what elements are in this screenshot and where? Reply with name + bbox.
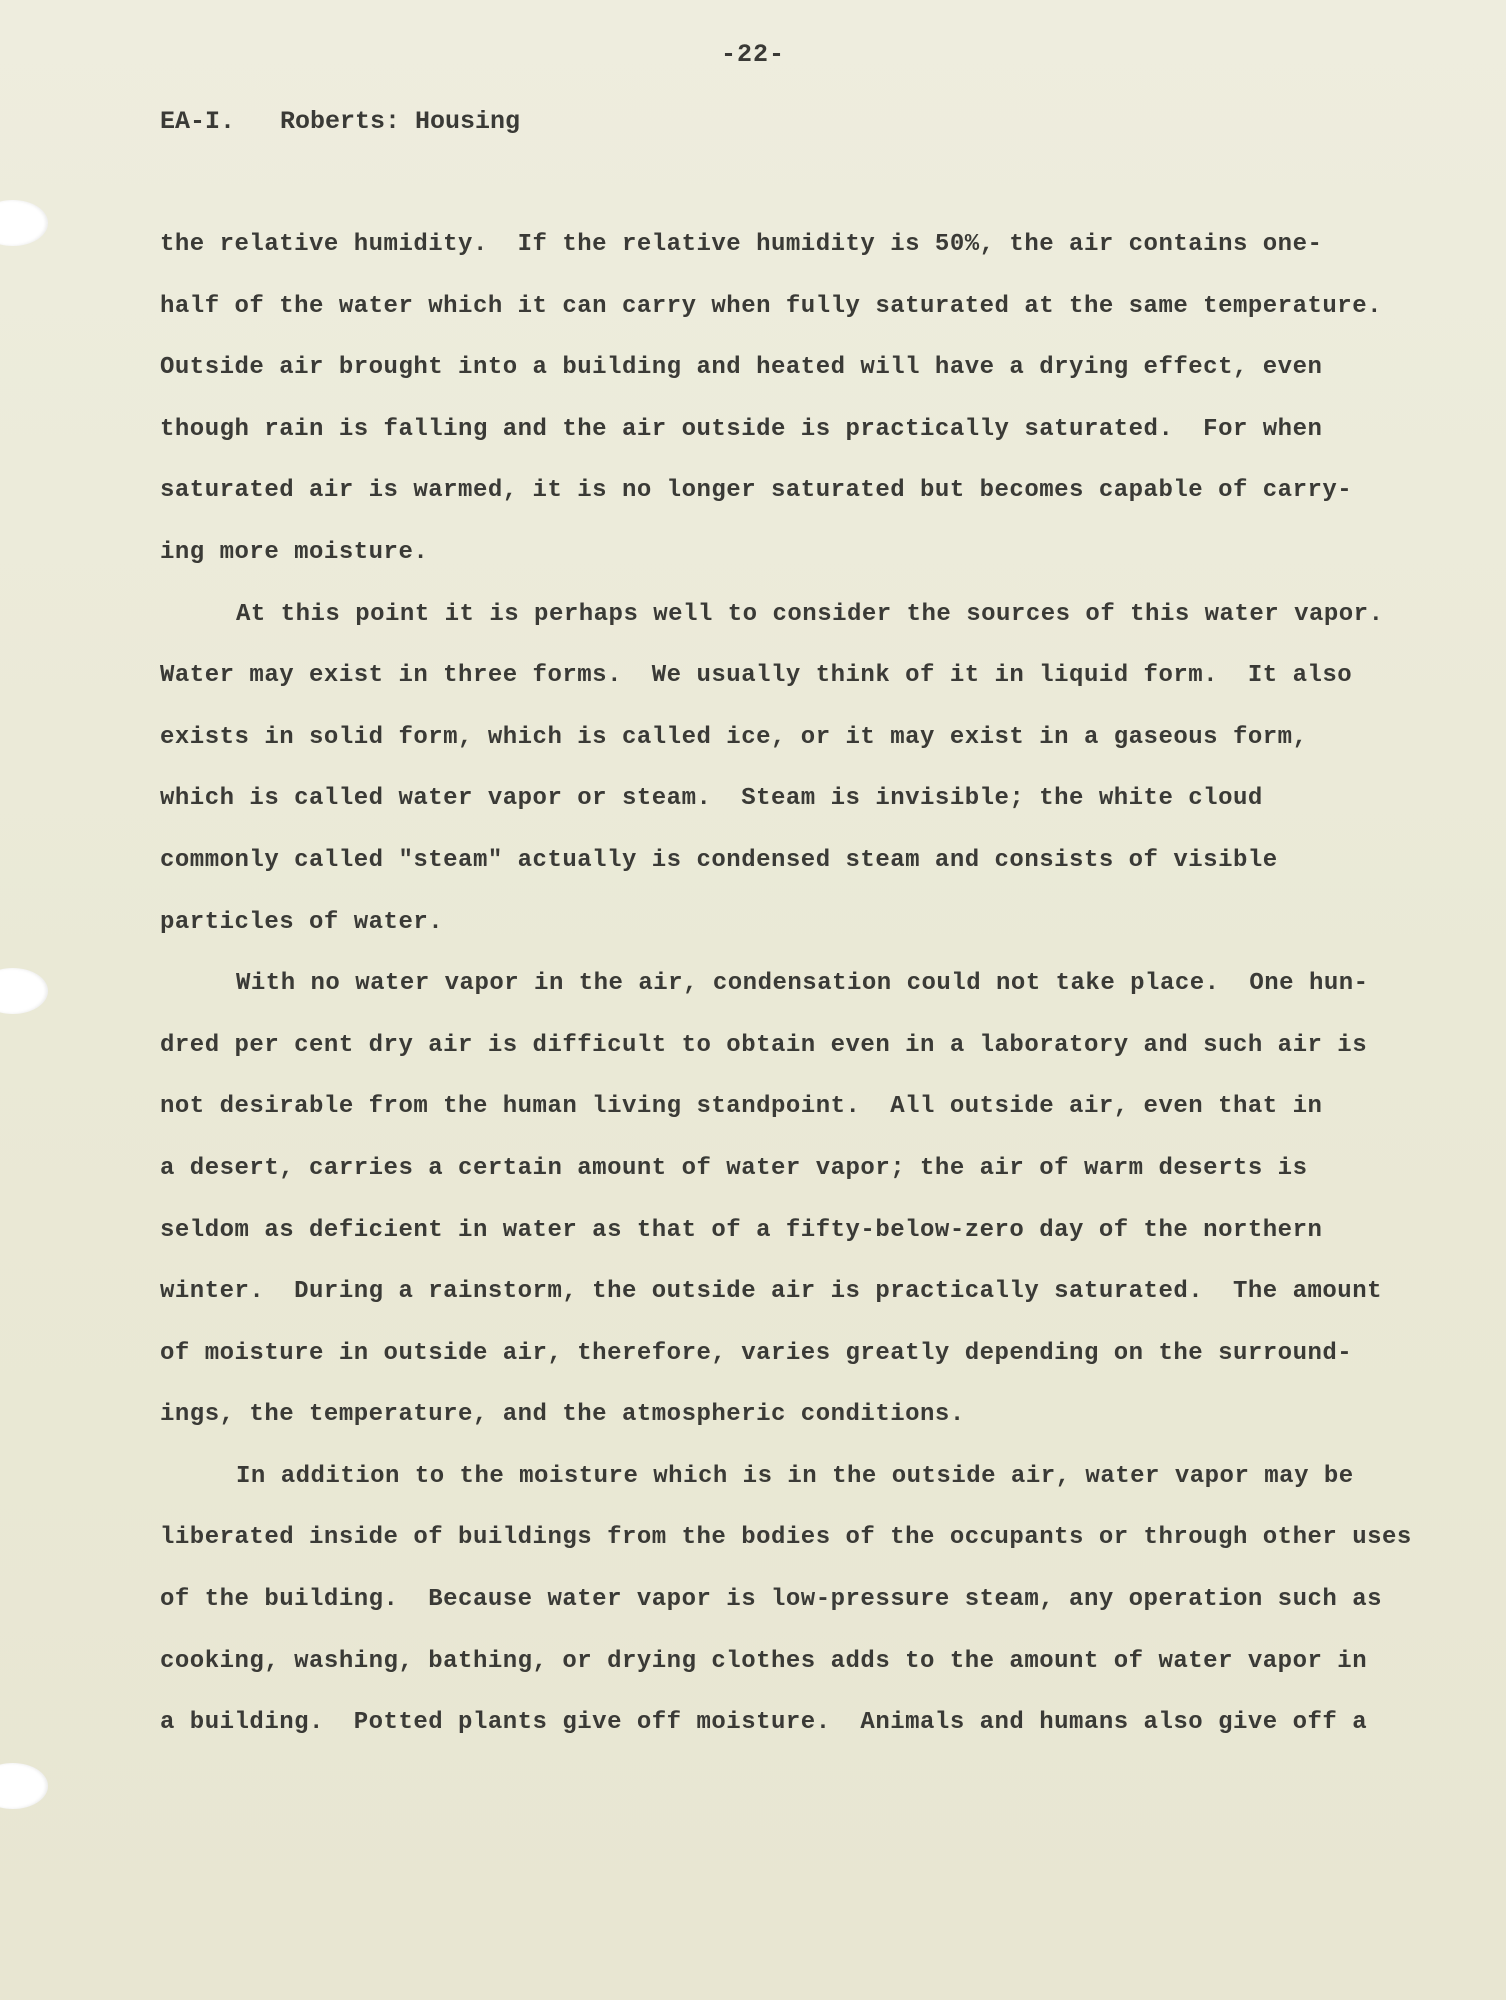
text-line: winter. During a rainstorm, the outside air is practically saturated. The amount [160,1278,1382,1306]
text-line: which is called water vapor or steam. Steam is invisible; the white cloud [160,785,1263,813]
text-line: half of the water which it can carry when fully saturated at the same temperature. [160,292,1382,320]
text-line: exists in solid form, which is called ice, or it may exist in a gaseous form, [160,723,1308,751]
punch-hole [0,1763,48,1809]
text-line: liberated inside of buildings from the bodies of the occupants or through other uses [160,1524,1412,1552]
text-line: ing more moisture. [160,538,429,566]
text-line: cooking, washing, bathing, or drying clothes adds to the amount of water vapor in [160,1647,1368,1675]
text-line: a desert, carries a certain amount of water vapor; the air of warm deserts is [160,1154,1308,1182]
text-line: particles of water. [160,908,444,936]
page-number: -22- [720,40,785,69]
text-line: not desirable from the human living standpoint. All outside air, even that in [160,1093,1323,1121]
text-line: seldom as deficient in water as that of a fifty-below-zero day of the northern [160,1216,1323,1244]
text-line: though rain is falling and the air outside is practically saturated. For when [160,415,1323,443]
document-body [160,225,1460,1765]
running-head: EA-I. Roberts: Housing [160,107,521,136]
punch-hole [0,968,48,1014]
text-line: dred per cent dry air is difficult to obtain even in a laboratory and such air is [160,1031,1368,1059]
text-line: a building. Potted plants give off moisture. Animals and humans also give off a [160,1709,1368,1737]
text-line: commonly called "steam" actually is condensed steam and consists of visible [160,846,1278,874]
paragraph-first-line: In addition to the moisture which is in the outside air, water vapor may be [236,1462,1354,1490]
text-line: saturated air is warmed, it is no longer saturated but becomes capable of carry- [160,477,1353,505]
text-line: of the building. Because water vapor is low-pressure steam, any operation such as [160,1586,1382,1614]
paragraph-first-line: the relative humidity. If the relative humidity is 50%, the air contains one- [160,231,1323,258]
paragraph-first-line: With no water vapor in the air, condensation could not take place. One hun- [236,970,1369,998]
paragraph-first-line: At this point it is perhaps well to consider the sources of this water vapor. [236,600,1384,628]
text-line: Outside air brought into a building and heated will have a drying effect, even [160,354,1323,382]
punch-hole [0,200,48,246]
text-line: ings, the temperature, and the atmospheric conditions. [160,1401,965,1429]
text-line: Water may exist in three forms. We usually think of it in liquid form. It also [160,662,1353,690]
text-line: of moisture in outside air, therefore, varies greatly depending on the surround- [160,1339,1353,1367]
